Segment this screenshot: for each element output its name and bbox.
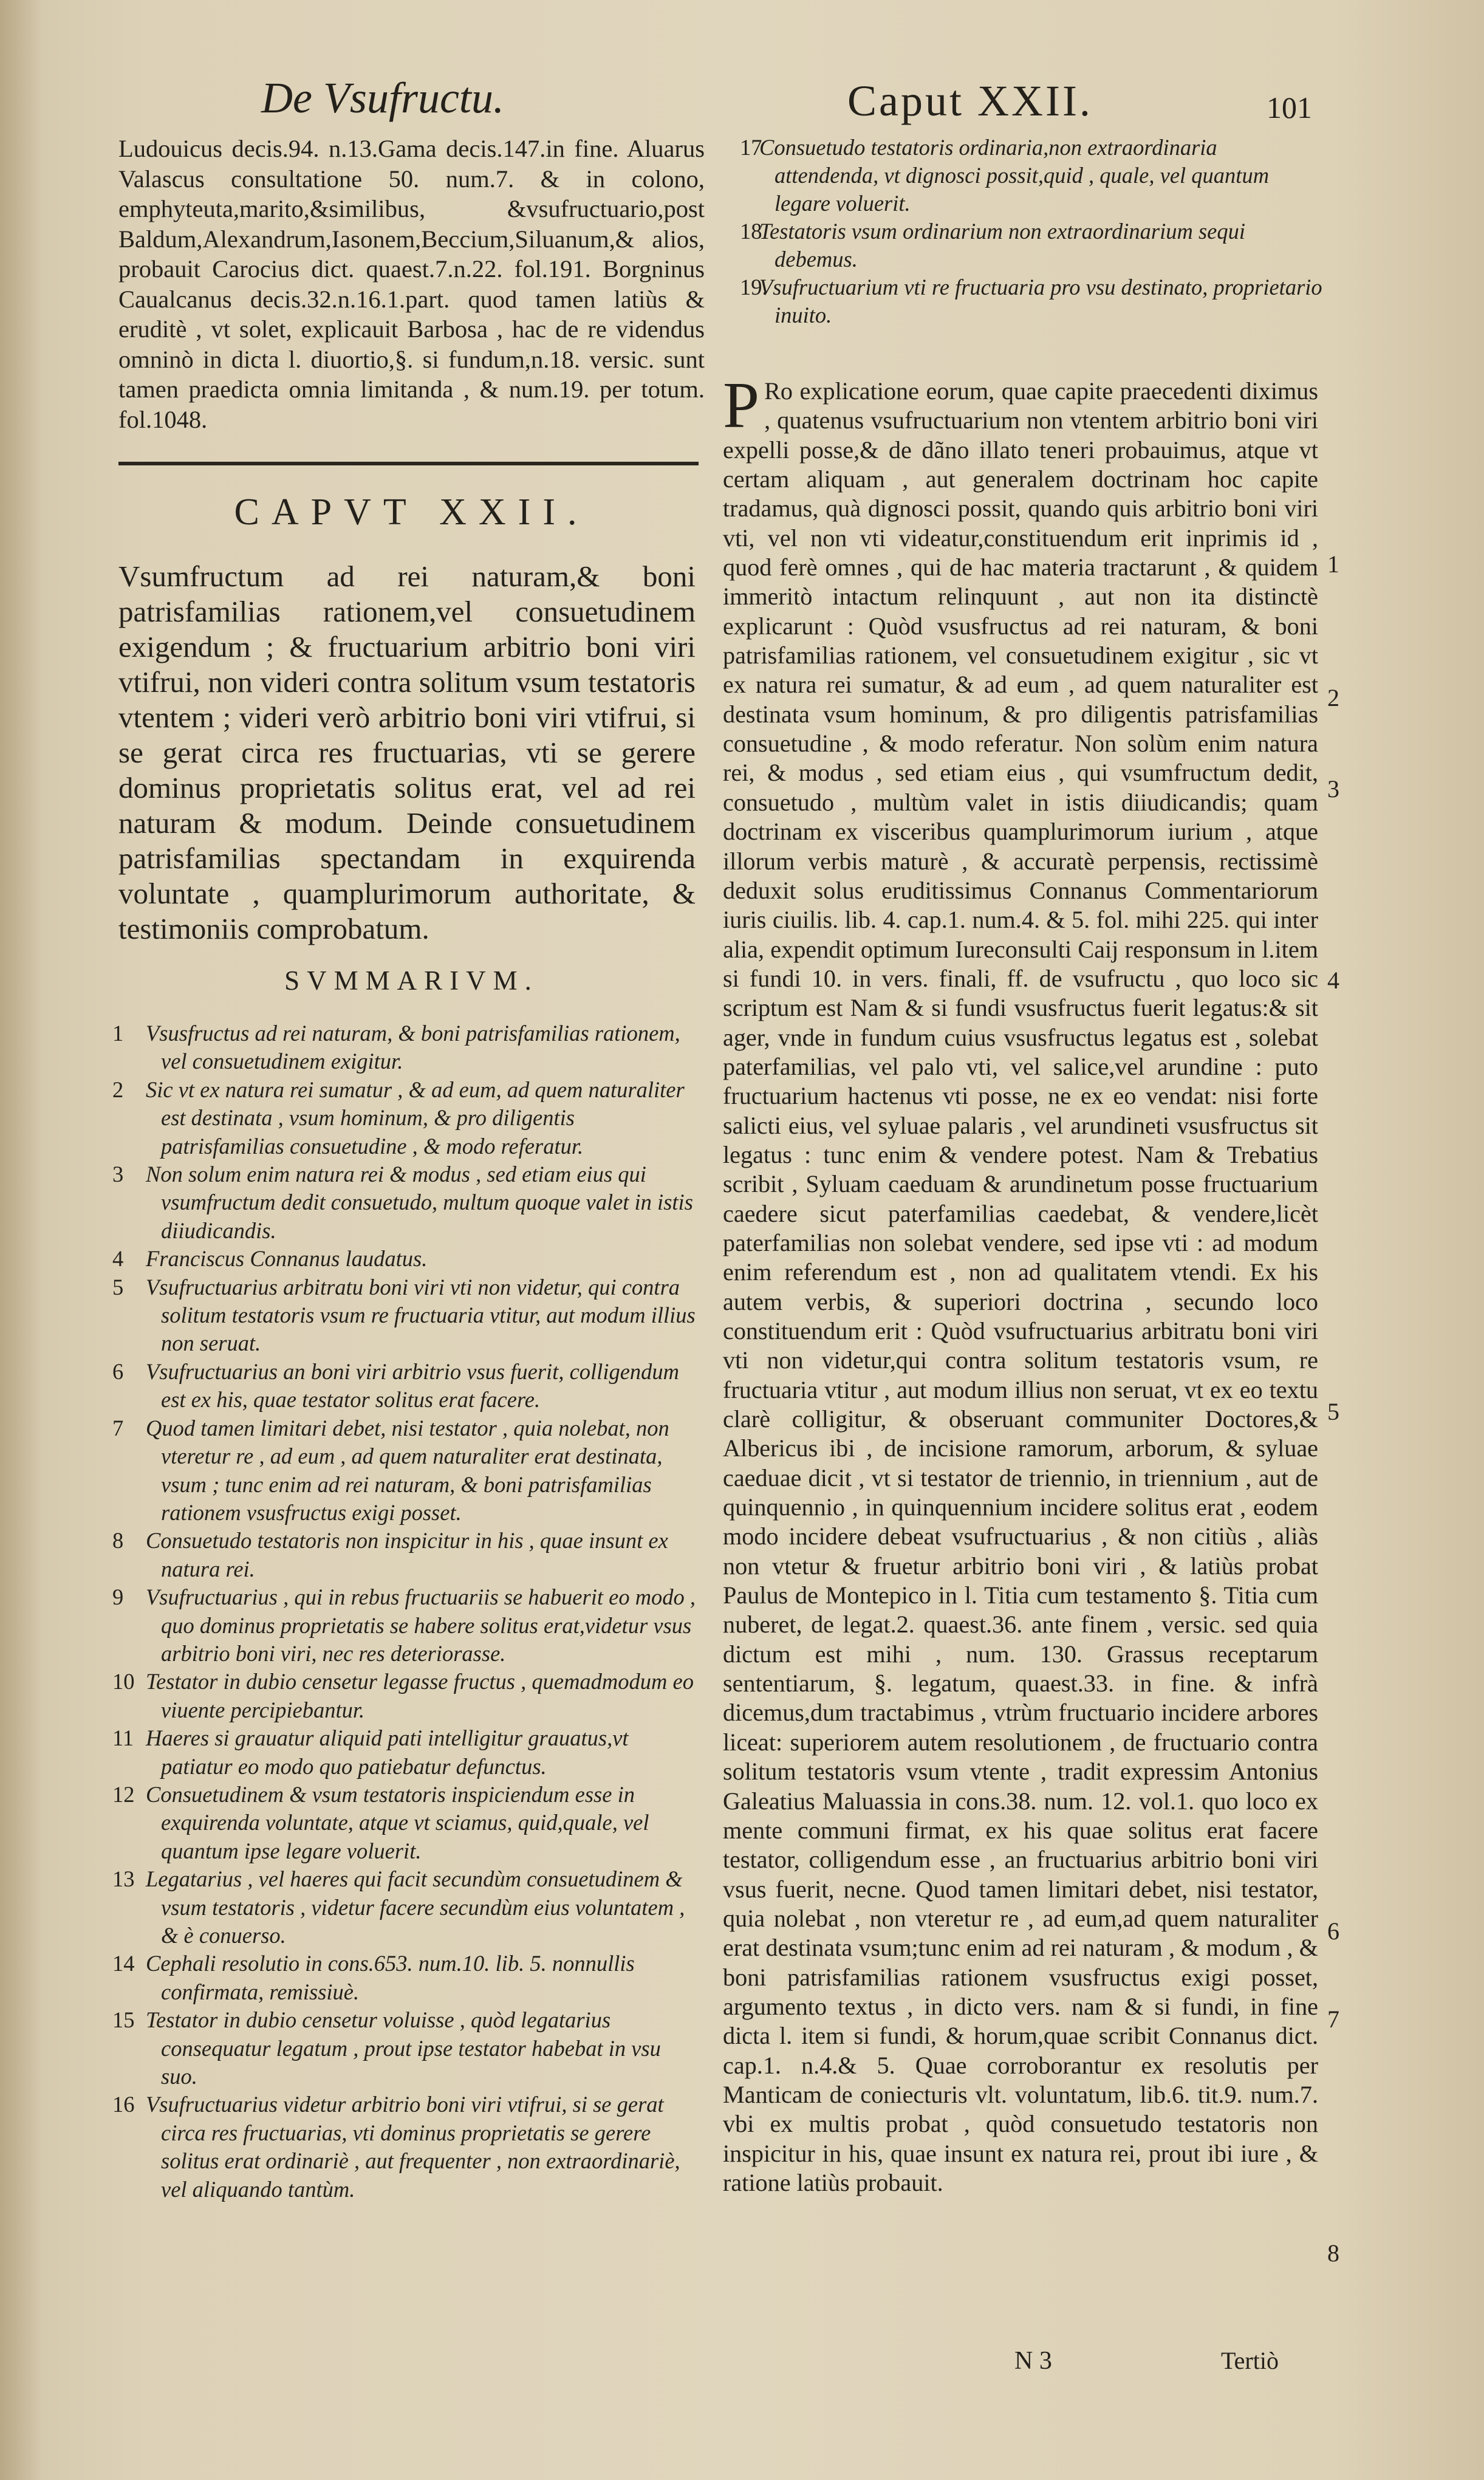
summary-item bbox=[112, 2091, 699, 2204]
summary-text: Cephali resolutio in cons.653. num.10. lib. 5. nonnullis confirmata, remissiuè. bbox=[146, 1951, 635, 2004]
page-number: 101 bbox=[1267, 91, 1312, 125]
summary-text: Franciscus Connanus laudatus. bbox=[146, 1246, 428, 1272]
summary-text: Testator in dubio censetur voluisse , quòd legatarius consequatur legatum , prout ipse testator habebat in vsu suo. bbox=[146, 2007, 661, 2089]
drop-cap: P bbox=[723, 369, 760, 442]
summary-item bbox=[112, 1583, 699, 1668]
chapter-title: CAPVT XXII. bbox=[234, 492, 589, 533]
running-head-center: Caput XXII. bbox=[847, 77, 1093, 125]
margin-number: 3 bbox=[1327, 775, 1339, 803]
signature-mark: N 3 bbox=[1014, 2347, 1052, 2375]
running-head-left: De Vsufructu. bbox=[261, 74, 504, 122]
margin-number: 2 bbox=[1327, 684, 1339, 711]
summary-item bbox=[112, 1668, 699, 1724]
section-rule bbox=[118, 462, 699, 465]
summary-list bbox=[112, 1019, 699, 2204]
margin-number: 7 bbox=[1327, 2006, 1339, 2033]
summary-number: 14 bbox=[112, 1951, 135, 1976]
lead-paragraph: Ludouicus decis.94. n.13.Gama decis.147.in fine. Aluarus Valascus consultatione 50. num.7. & in colono, emphyteuta,marito,&similibus, &vsufructuario,post Baldum,Alexandrum,Iasonem,Beccium,Siluanum,& alios, probauit Carocius dict. quaest.7.n.22. fol.191. Borgninus Caualcanus decis.32.n.16.1.part. quod tamen latiùs & eruditè , vt solet, explicauit Barbosa , hac de re videndus omninò in dicta l. diuortio,§. si fundum,n.18. versic. sunt tamen praedicta omnia limitanda , & num.19. per totum. fol.1048. bbox=[118, 135, 705, 433]
summary-number: 16 bbox=[112, 2092, 135, 2117]
summary-number: 6 bbox=[112, 1358, 124, 1384]
body-text bbox=[723, 369, 1318, 2197]
summary-item bbox=[112, 1245, 699, 1273]
summary-text: Consuetudinem & vsum testatoris inspiciendum esse in exquirenda voluntate, atque vt sciamus, quid,quale, vel quantum ipse legare voluerit. bbox=[146, 1781, 649, 1863]
summary-item bbox=[112, 1527, 699, 1583]
summary-item bbox=[112, 1358, 699, 1414]
summary-number: 12 bbox=[112, 1781, 135, 1807]
summary-number: 1 bbox=[112, 1021, 124, 1046]
summary-text: Testatoris vsum ordinarium non extraordinarium sequi debemus. bbox=[759, 219, 1246, 272]
chapter-argument: Vsumfructum ad rei naturam,& boni patrisfamilias rationem,vel consuetudinem exigendum ; & fructuarium arbitrio boni viri vtifrui, non videri contra solitum vsum testatoris vtentem ; videri verò arbitrio boni viri vtifrui, si se gerat circa res fructuarias, vti se gerere dominus proprietatis solitus erat, vel ad rei naturam & modum. Deinde consuetudinem patrisfamilias spectandam in exquirenda voluntate , quamplurimorum authoritate, & testimoniis comprobatum. bbox=[118, 560, 696, 945]
summary-number: 13 bbox=[112, 1866, 135, 1892]
summary-number: 7 bbox=[112, 1415, 124, 1440]
summary-item bbox=[112, 1950, 699, 2006]
summary-number: 2 bbox=[112, 1077, 124, 1102]
summary-text: Consuetudo testatoris ordinaria,non extraordinaria attendenda, vt dignosci possit,quid , quale, vel quantum legare voluerit. bbox=[759, 135, 1270, 216]
margin-number: 8 bbox=[1327, 2239, 1339, 2267]
summary-number: 17 bbox=[740, 135, 762, 160]
summary-item bbox=[723, 218, 1324, 273]
summary-text: Vsufructuarium vti re fructuaria pro vsu destinato, proprietario inuito. bbox=[759, 275, 1322, 327]
summary-item bbox=[112, 2006, 699, 2091]
summary-item bbox=[112, 1019, 699, 1076]
summary-number: 3 bbox=[112, 1162, 124, 1187]
summary-list-continued bbox=[723, 134, 1324, 329]
summary-item bbox=[112, 1160, 699, 1245]
summary-text: Vsufructuarius an boni viri arbitrio vsus fuerit, colligendum est ex his, quae testator solitus erat facere. bbox=[146, 1358, 680, 1413]
summary-text: Non solum enim natura rei & modus , sed etiam eius qui vsumfructum dedit consuetudo, multum quoque valet in istis diiudicandis. bbox=[146, 1162, 693, 1243]
body-paragraph: Ro explicatione eorum, quae capite praecedenti diximus , quatenus vsufructuarium non vtentem arbitrio boni viri expelli posse,& de dãno illato teneri probauimus, atque vt certam aliquam , aut generalem doctrinam hoc capite tradamus, quà dignosci possit, quando quis arbitrio boni viri vti, vel non vti videatur,constituendum erit inprimis id , quod ferè omnes , qui de hac materia tractarunt , & quidem immeritò intactum relinquunt , aut non ita distinctè explicarunt : Quòd vsusfructus ad rei naturam, & boni patrisfamilias rationem, vel consuetudinem exigitur , sic vt ex natura rei sumatur, & ad eum , ad quem naturaliter est destinata vsum hominum, & pro diligentis patrisfamilias consuetudine , & modo referatur. Non solùm enim natura rei, & modus , sed etiam eius , qui vsumfructum dedit, consuetudo , multùm valet in istis diiudicandis; quam doctrinam ex visceribus quamplurimorum iurium , atque illorum verbis maturè , & accuratè perpensis, rectissimè deduxit solus eruditissimus Connanus Commentariorum iuris ciuilis. lib. 4. cap.1. num.4. & 5. fol. mihi 225. qui inter alia, expendit optimum Iureconsulti Caij responsum in l.item si fundi 10. in vers. finali, ff. de vsufructu , quo loco sic scriptum est Nam & si fundi vsusfructus fuerit legatus:& sit ager, vnde in fundum cuius vsusfructus legatus est , solebat paterfamilias, vel palo vti, vel salice,vel arundine : puto fructuarium hactenus vti posse, ne ex eo vendat: nisi forte salicti eius, vel syluae palaris , vel arundineti vsusfructus sit legatus : tunc enim & vendere potest. Nam & Trebatius scribit , Syluam caeduam & arundinetum posse fructuarium caedere sicut paterfamilias caedebat, & vendere,licèt paterfamilias non solebat vendere, sed ipse vti : ad modum enim referendum est , non ad qualitatem vtendi. Ex his autem verbis, & superiori doctrina , secundo loco constituendum erit : Quòd vsufructuarius arbitratu boni viri vti non videtur,qui contra solitum testatoris vsum, re fructuaria vtitur , aut modum illius non seruat, vt ex eo textu clarè colligitur, & obseruant communiter Doctores,& Albericus ibi , de incisione ramorum, arborum, & syluae caeduae dicit , vt si testator de triennio, in triennium , aut de quinquennio , in quinquennium incidere solitus erat , eodem modo incidere debeat vsufructuarius , & non citiùs , aliàs non vtetur & fruetur arbitrio boni viri , & latiùs probat Paulus de Montepico in l. Titia cum testamento §. Titia cum nuberet, de legat.2. quaest.36. ante finem , versic. sed quia dictum est mihi , num. 130. Grassus receptarum sententiarum, §. legatum, quaest.33. in fine. & infrà dicemus,dum tractabimus , vtrùm fructuario incidere arbores liceat: superiorem autem resolutionem , de fructuario contra solitum testatoris vsum vtente , tradit expressim Antonius Galeatius Maluassia in cons.38. num. 12. vol.1. quo loco ex mente communi firmat, ex his quae solitus erat facere testator, colligendum esse , an fructuarius arbitrio boni viri vsus fuerit, necne. Quod tamen limitari debet, nisi testator, quia nolebat , non vteretur re , ad eum,ad quem naturaliter erat destinata vsum;tunc enim ad rei naturam , & modum , & boni patrisfamilias rationem vsusfructus exigi posset, argumento textus , in dicto vers. nam & si fundi, in fine dicta l. item si fundi, & horum,quae scribit Connanus dict. cap.1. n.4.& 5. Quae corroborantur ex resolutis per Manticam de coniecturis vlt. voluntatum, lib.6. tit.9. num.7. vbi ex multis probat , quòd consuetudo testatoris non inspicitur in his, quae insunt ex natura rei, prout ibi iure , & ratione latiùs probauit. bbox=[723, 377, 1318, 2196]
summary-text: Sic vt ex natura rei sumatur , & ad eum, ad quem naturaliter est destinata , vsum hominum, & pro diligentis patrisfamilias consuetudine , & modo referatur. bbox=[146, 1077, 685, 1159]
summary-item bbox=[112, 1414, 699, 1527]
summary-item bbox=[112, 1781, 699, 1865]
summary-item bbox=[112, 1273, 699, 1358]
summary-number: 15 bbox=[112, 2007, 135, 2033]
summary-text: Legatarius , vel haeres qui facit secundùm consuetudinem & vsum testatoris , videtur facere secundùm eius voluntatem , & è conuerso. bbox=[146, 1866, 685, 1948]
summary-item bbox=[723, 273, 1324, 329]
margin-number: 1 bbox=[1327, 550, 1339, 578]
summary-number: 19. bbox=[740, 275, 768, 300]
summary-item bbox=[112, 1076, 699, 1160]
summary-text: Quod tamen limitari debet, nisi testator , quia nolebat, non vteretur re , ad eum , ad quem naturaliter erat destinata, vsum ; tunc enim ad rei naturam, & boni patrisfamilias rationem vsusfructus exigi posset. bbox=[146, 1415, 669, 1525]
summary-text: Vsufructuarius videtur arbitrio boni viri vtifrui, si se gerat circa res fructuarias, vti dominus proprietatis se gerere solitus erat ordinariè , aut frequenter , non extraordinariè, vel aliquando tantùm. bbox=[146, 2092, 680, 2202]
left-column bbox=[118, 134, 705, 434]
summary-number: 9 bbox=[112, 1584, 124, 1610]
summary-text: Testator in dubio censetur legasse fructus , quemadmodum eo viuente percipiebantur. bbox=[146, 1669, 694, 1722]
summary-title: SVMMARIVM. bbox=[284, 965, 539, 996]
summary-number: 8 bbox=[112, 1528, 124, 1553]
summary-item bbox=[723, 134, 1324, 218]
summary-item bbox=[112, 1865, 699, 1950]
summary-number: 4 bbox=[112, 1246, 124, 1272]
summary-number: 11 bbox=[112, 1725, 134, 1751]
catchword: Tertiò bbox=[1221, 2347, 1279, 2374]
summary-number: 18 bbox=[740, 219, 762, 244]
summary-number: 10 bbox=[112, 1669, 135, 1694]
summary-text: Vsufructuarius arbitratu boni viri vti non videtur, qui contra solitum testatoris vsum re fructuaria vtitur, aut modum illius non seruat. bbox=[146, 1274, 696, 1356]
summary-text: Haeres si grauatur aliquid pati intelligitur grauatus,vt patiatur eo modo quo patiebatur defunctus. bbox=[146, 1725, 629, 1779]
summary-text: Vsusfructus ad rei naturam, & boni patrisfamilias rationem, vel consuetudinem exigitur. bbox=[146, 1021, 680, 1074]
margin-number: 6 bbox=[1327, 1917, 1339, 1945]
summary-text: Vsufructuarius , qui in rebus fructuariis se habuerit eo modo , quo dominus proprietatis se habere solitus erat,videtur vsus arbitrio boni viri, nec res deteriorasse. bbox=[146, 1584, 696, 1666]
summary-text: Consuetudo testatoris non inspicitur in his , quae insunt ex natura rei. bbox=[146, 1528, 668, 1581]
margin-number: 5 bbox=[1327, 1398, 1339, 1425]
margin-number: 4 bbox=[1327, 967, 1339, 994]
summary-item bbox=[112, 1724, 699, 1781]
summary-number: 5 bbox=[112, 1274, 124, 1300]
